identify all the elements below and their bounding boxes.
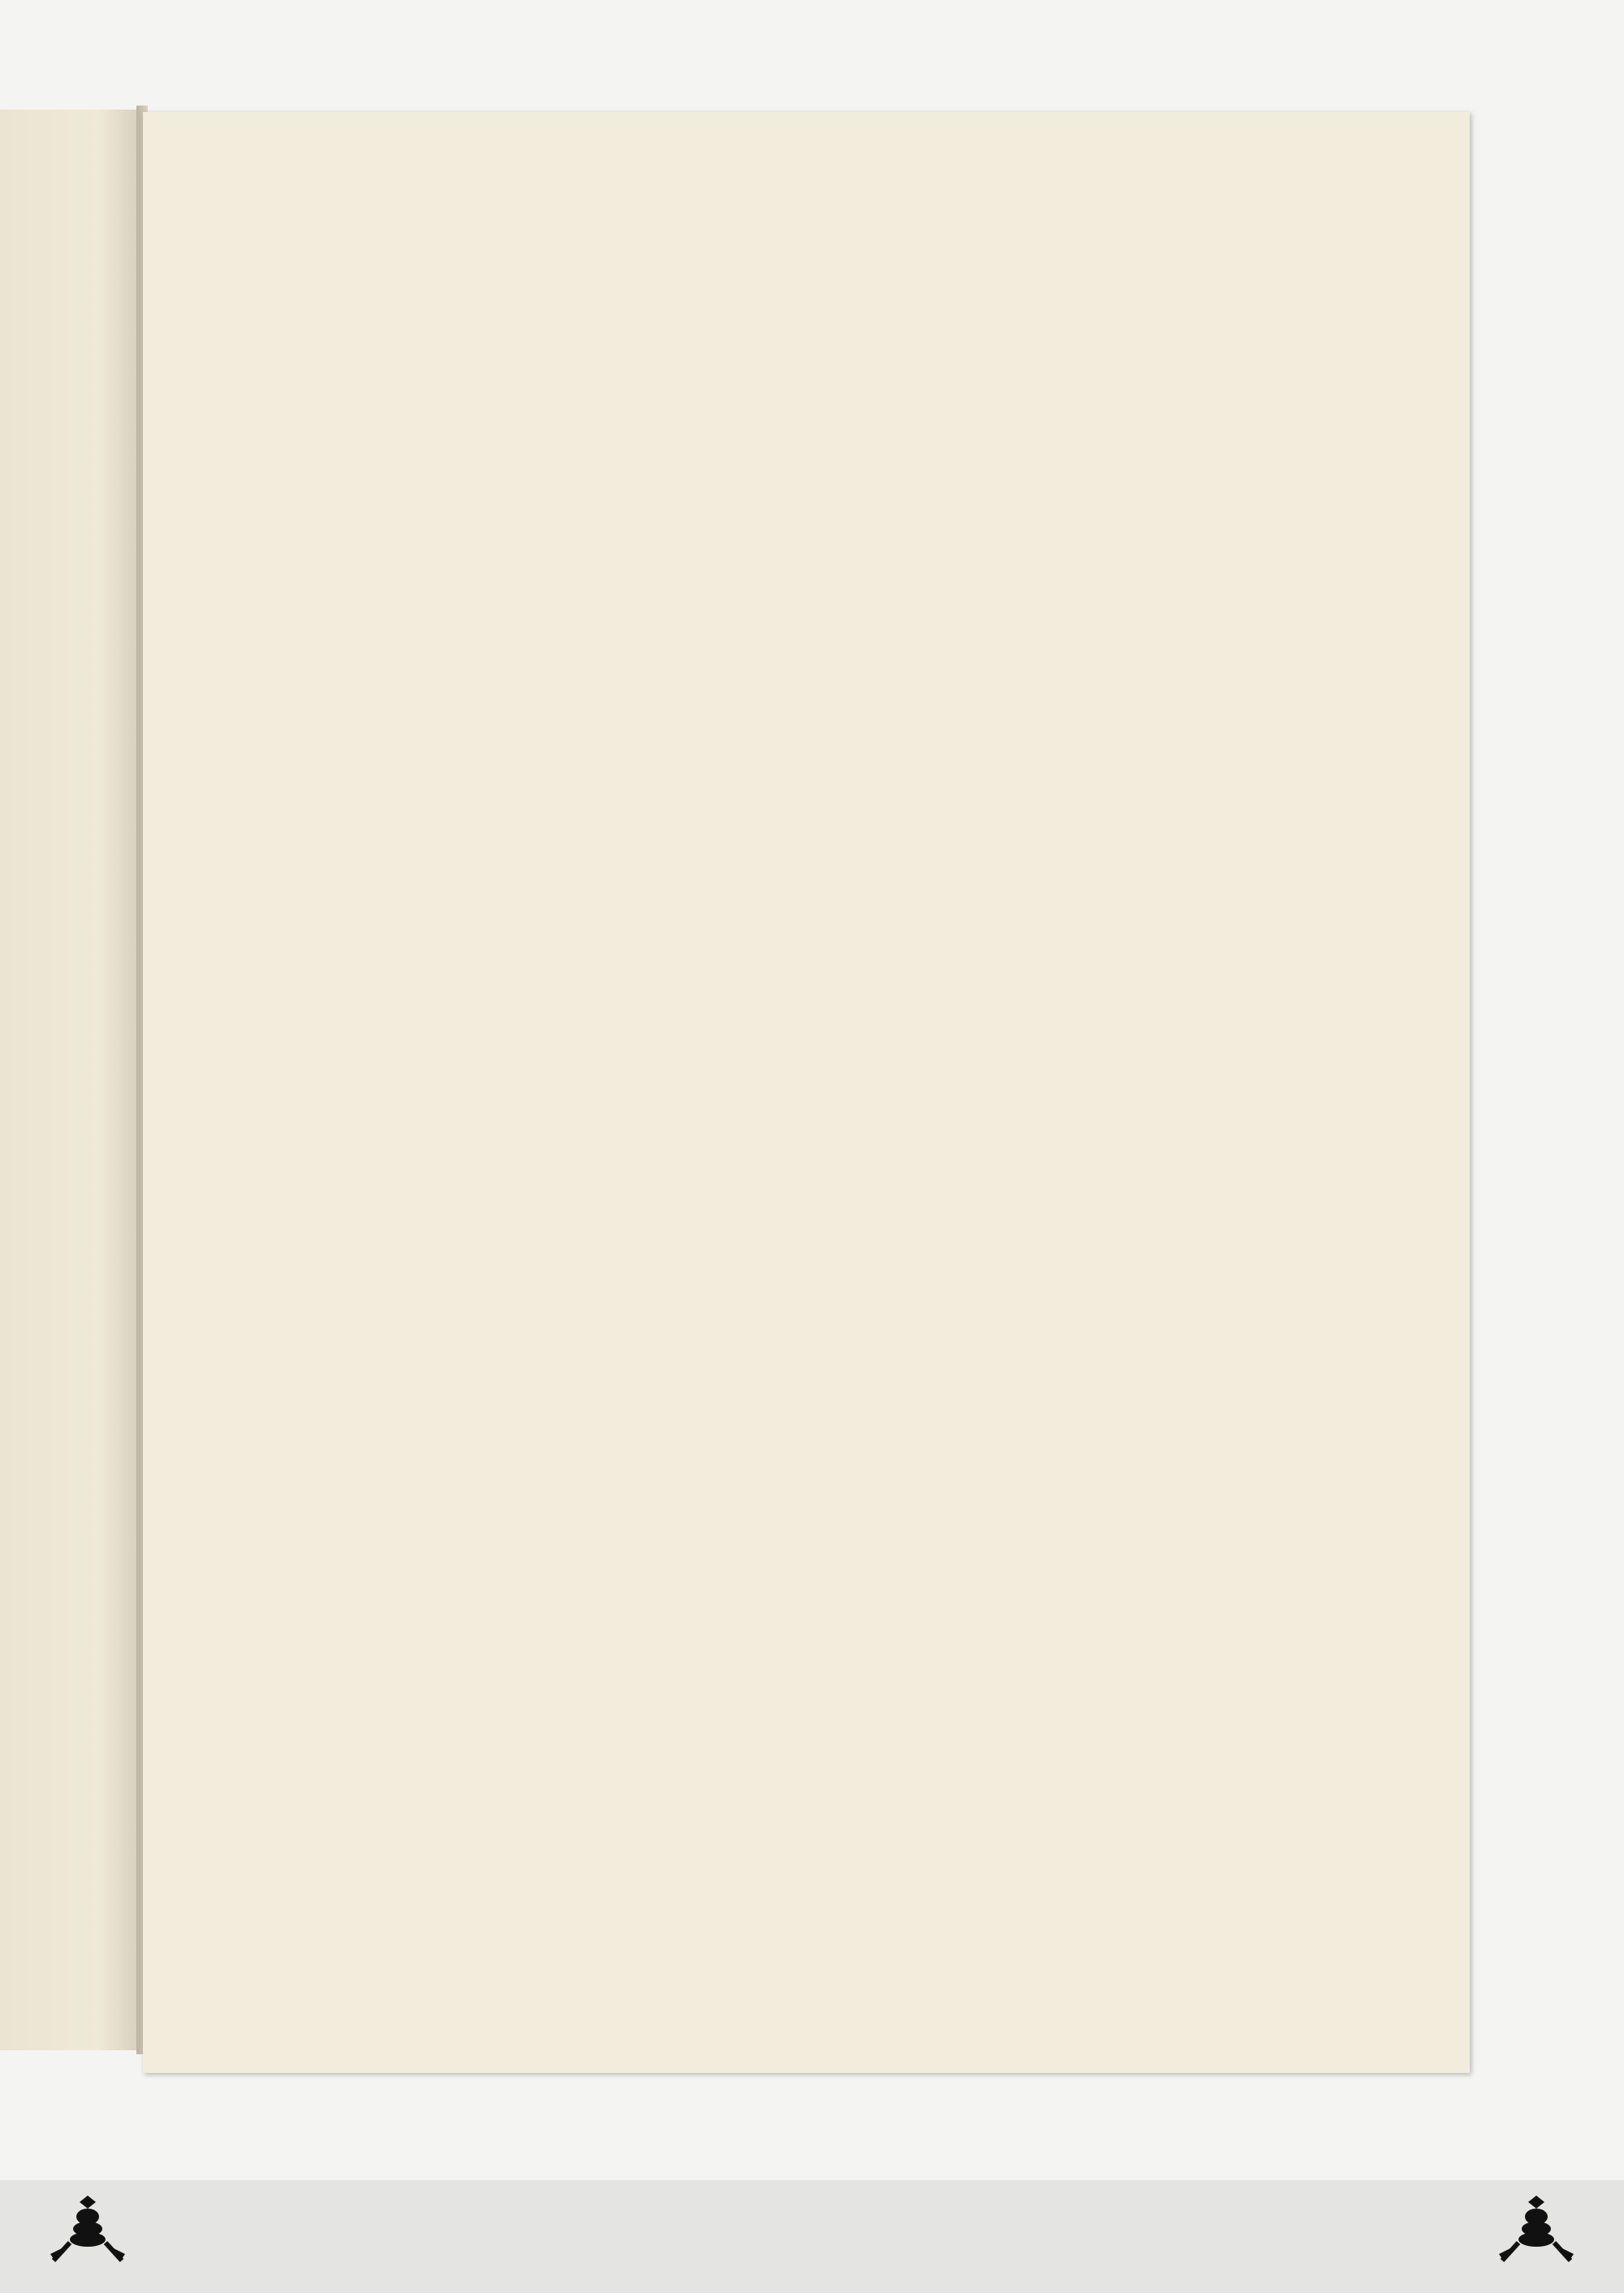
vatican-library-logo-left (6, 2184, 169, 2290)
vatican-library-logo-right (1455, 2184, 1618, 2290)
footer-bar (0, 2180, 1624, 2293)
right-page (143, 112, 1470, 2073)
left-page (0, 110, 140, 2050)
